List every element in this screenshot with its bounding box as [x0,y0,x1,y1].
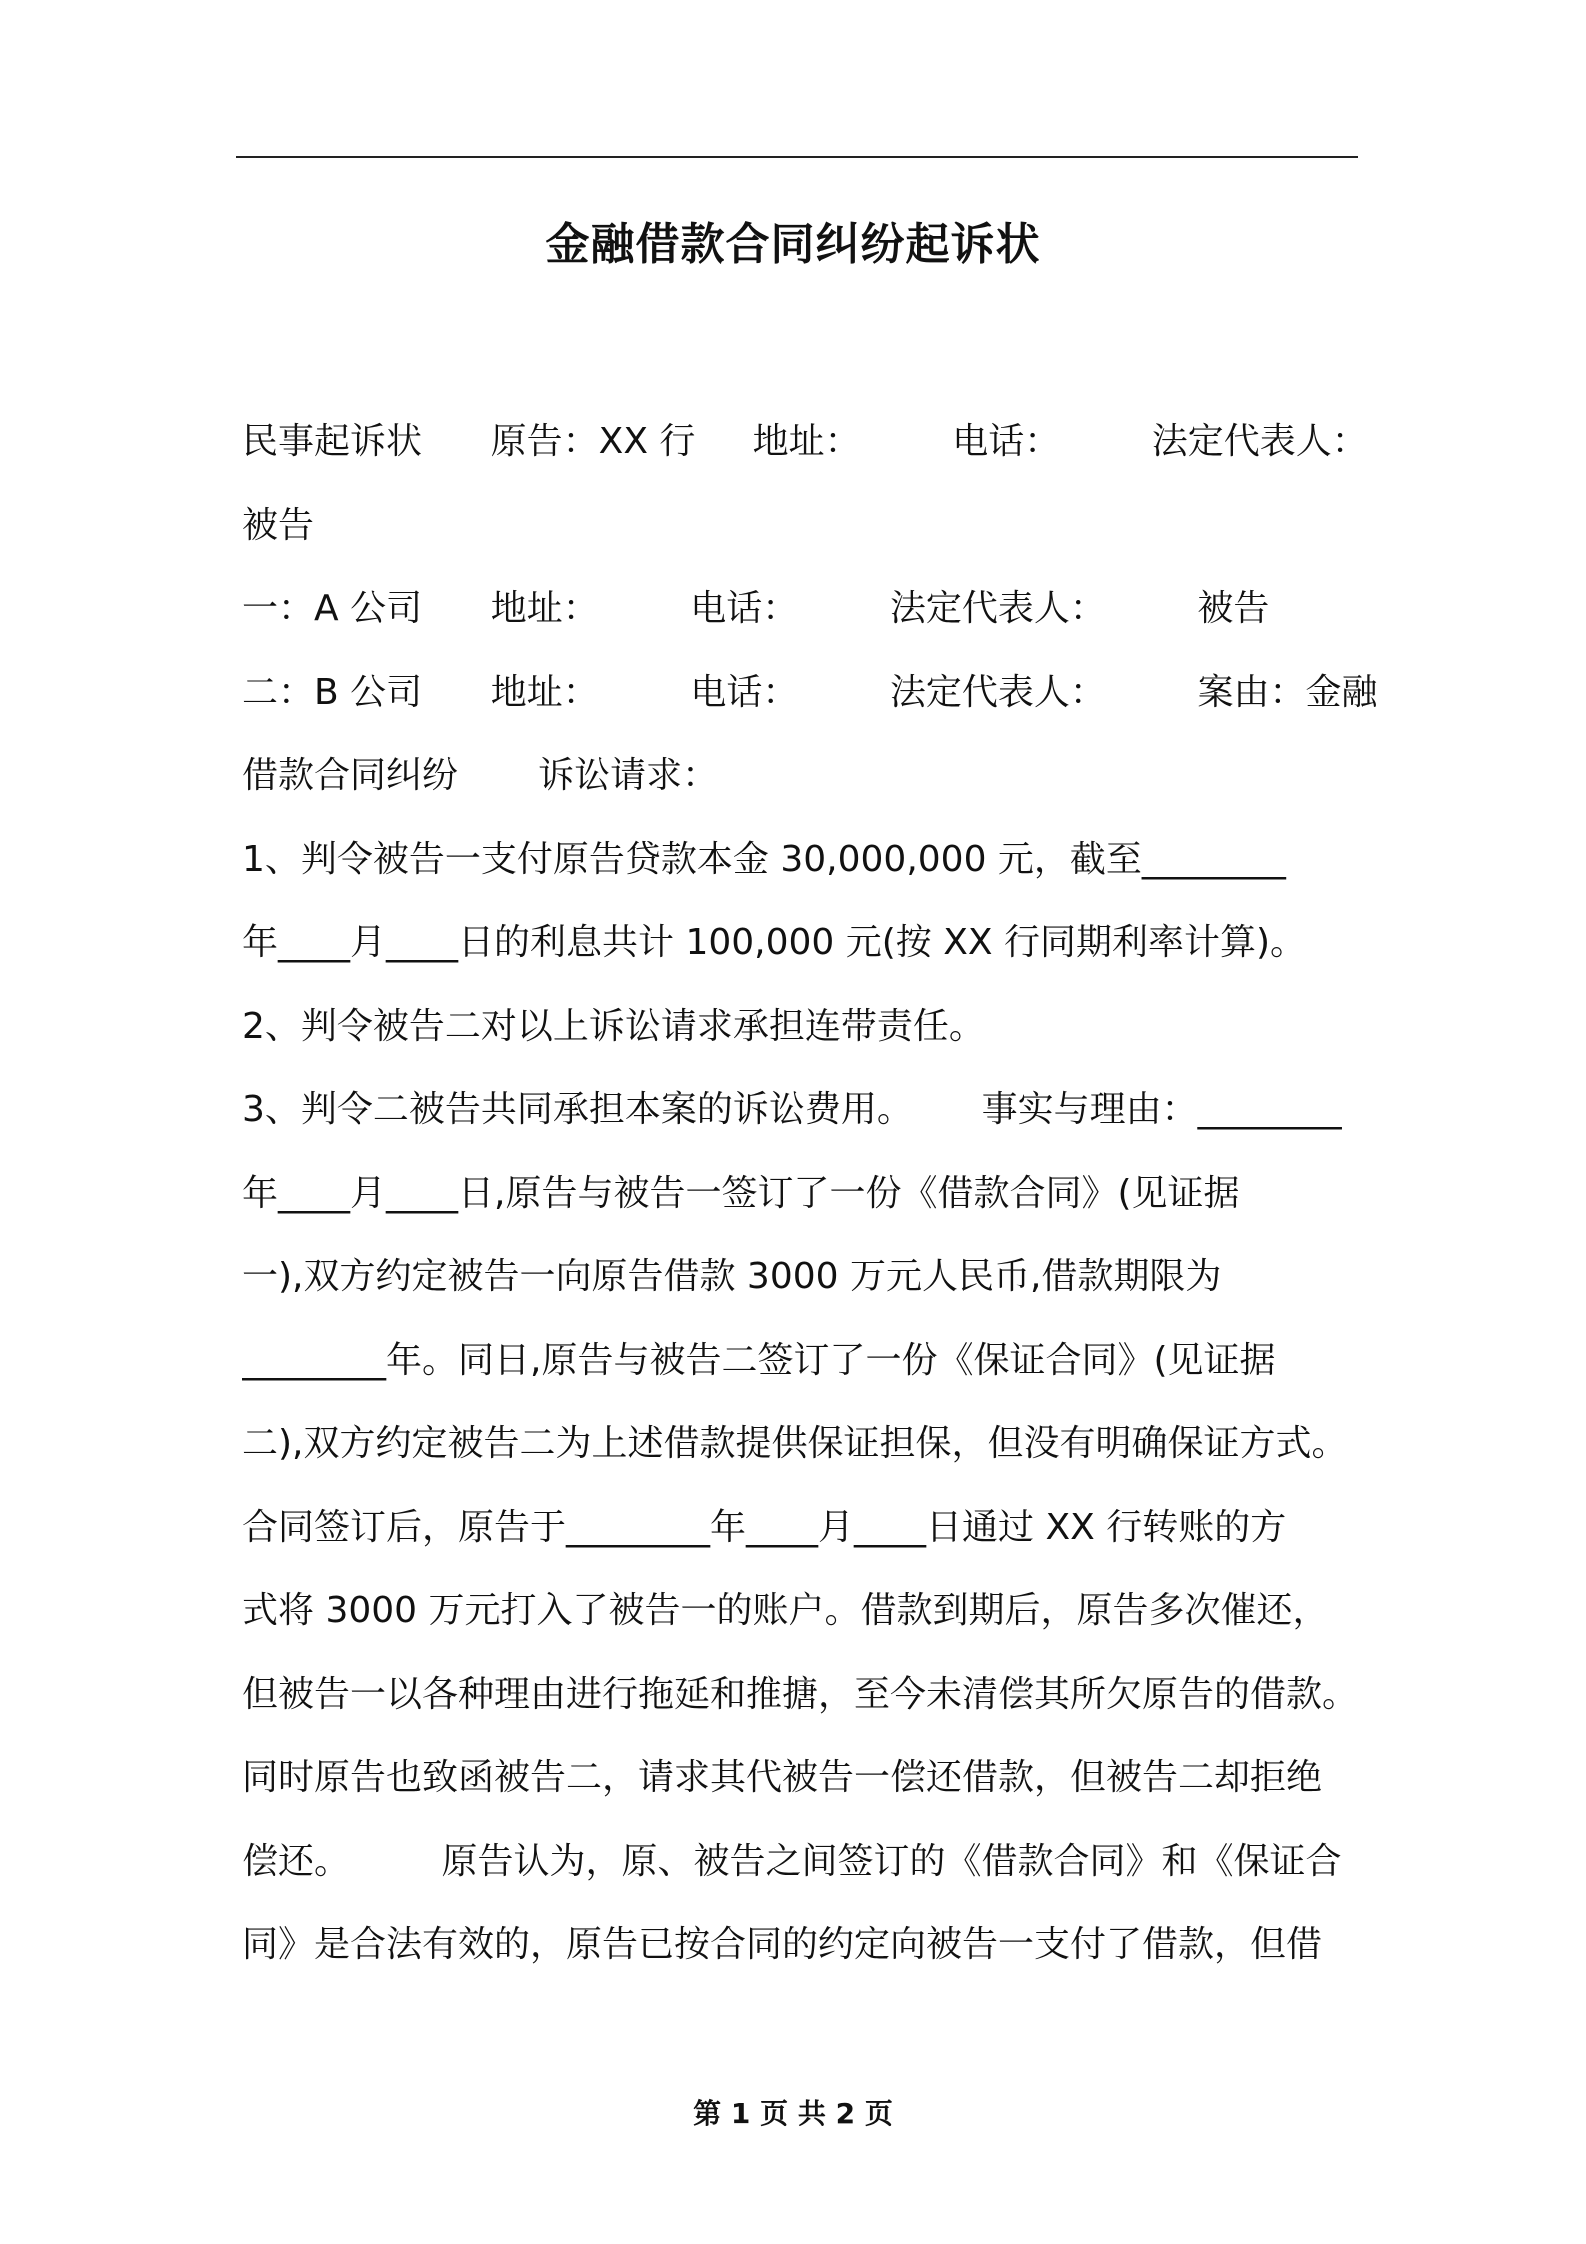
body-line: 借款合同纠纷 诉讼请求： [242,755,719,796]
body-line: 一：A 公司 地址： 电话： 法定代表人： 被告 [242,588,1270,629]
body-line: 偿还。 原告认为，原、被告之间签订的《借款合同》和《保证合 [242,1840,1342,1882]
body-line: 被告 [242,504,315,546]
body-line: 年____月____日,原告与被告一签订了一份《借款合同》(见证据 [242,1172,1240,1214]
body-line: 二),双方约定被告二为上述借款提供保证担保，但没有明确保证方式。 [242,1423,1348,1464]
body-line: ________年。同日,原告与被告二签订了一份《保证合同》(见证据 [242,1339,1276,1381]
header-rule [236,156,1358,158]
body-line: 3、判令二被告共同承担本案的诉讼费用。 事实与理由：________ [242,1089,1342,1130]
body-line: 二：B 公司 地址： 电话： 法定代表人： 案由：金融 [242,671,1378,713]
body-line: 但被告一以各种理由进行拖延和推搪，至今未清偿其所欠原告的借款。 [242,1673,1359,1715]
page-footer: 第 1 页 共 2 页 [693,2097,893,2130]
body-line: 民事起诉状 原告：XX 行 地址： 电话： 法定代表人： [242,421,1368,462]
body-line: 合同签订后，原告于________年____月____日通过 XX 行转账的方 [242,1506,1287,1548]
body-line: 2、判令被告二对以上诉讼请求承担连带责任。 [242,1005,985,1047]
body-line: 同时原告也致函被告二，请求其代被告一偿还借款，但被告二却拒绝 [242,1757,1323,1798]
body-line: 同》是合法有效的，原告已按合同的约定向被告一支付了借款，但借 [242,1924,1323,1965]
body-line: 式将 3000 万元打入了被告一的账户。借款到期后，原告多次催还， [242,1590,1329,1631]
document-title: 金融借款合同纠纷起诉状 [545,219,1041,270]
body-line: 年____月____日的利息共计 100,000 元(按 XX 行同期利率计算)。 [242,922,1307,963]
body-line: 1、判令被告一支付原告贷款本金 30,000,000 元，截至________ [242,838,1286,880]
body-line: 一),双方约定被告一向原告借款 3000 万元人民币,借款期限为 [242,1256,1222,1297]
document-body [242,400,1382,1987]
